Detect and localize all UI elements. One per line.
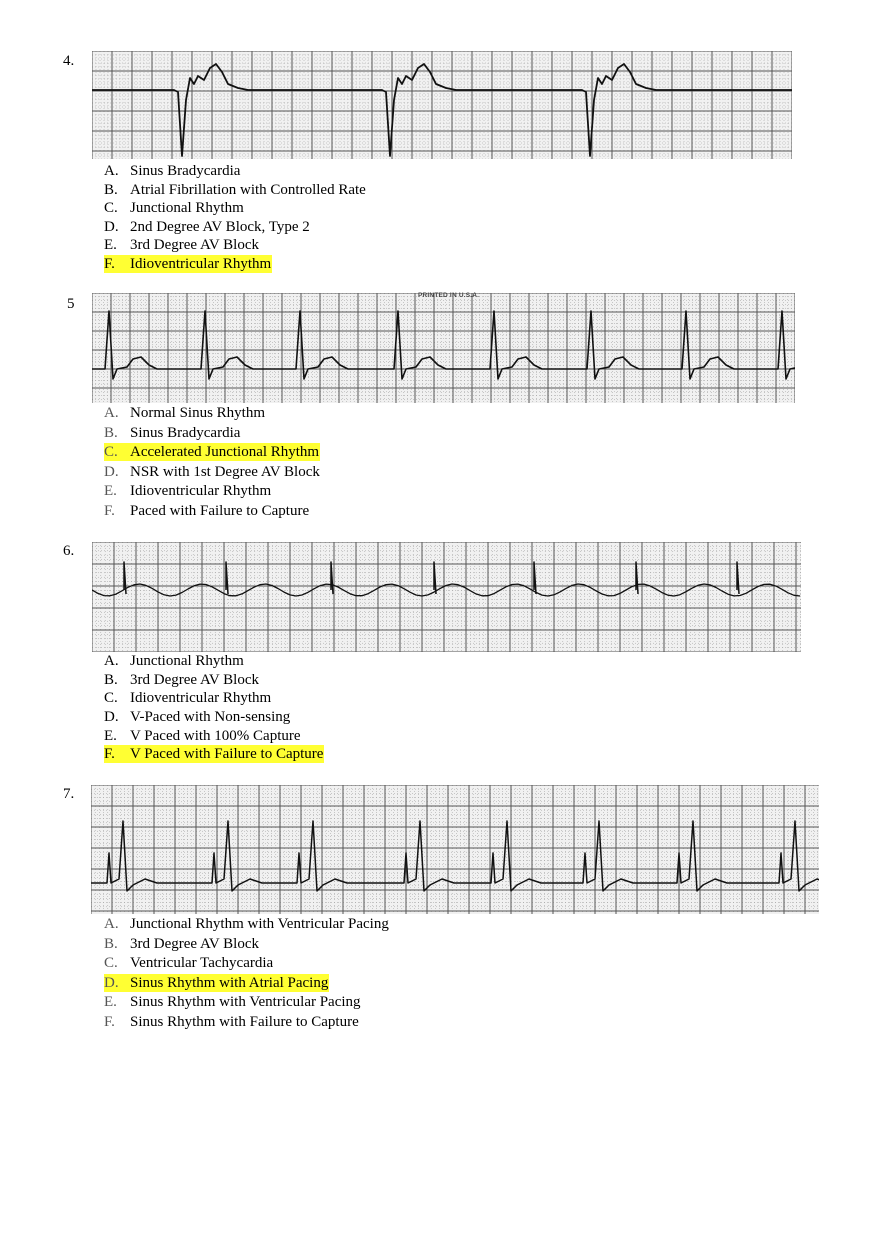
option-q7-c[interactable] [104, 954, 389, 974]
option-q6-c[interactable] [104, 689, 324, 708]
question-number-4: 4. [63, 53, 75, 69]
option-letter: A. [104, 405, 119, 421]
option-text: 3rd Degree AV Block [130, 671, 260, 688]
options-q4 [104, 162, 366, 273]
option-text: 2nd Degree AV Block, Type 2 [130, 218, 310, 235]
option-letter: F. [104, 502, 115, 519]
option-q5-a[interactable] [104, 404, 320, 424]
option-letter: D. [104, 709, 119, 726]
options-q6 [104, 652, 324, 764]
option-q4-e[interactable] [104, 236, 366, 255]
answer-highlight [104, 745, 324, 763]
option-q4-d[interactable] [104, 218, 366, 237]
option-letter: C. [104, 690, 118, 707]
option-letter: B. [104, 935, 118, 952]
option-q5-b[interactable] [104, 424, 320, 444]
option-q6-f[interactable] [104, 745, 324, 764]
option-text: Sinus Bradycardia [130, 163, 241, 179]
option-text: 3rd Degree AV Block [130, 935, 260, 952]
option-text: Sinus Rhythm with Atrial Pacing [130, 974, 329, 991]
option-letter: B. [104, 181, 118, 198]
option-letter: E. [104, 483, 117, 499]
option-letter: A. [104, 916, 119, 932]
question-number-5: 5 [67, 296, 75, 312]
option-text: Sinus Bradycardia [130, 424, 241, 441]
options-q7 [104, 915, 389, 1032]
question-number-6: 6. [63, 543, 75, 559]
answer-highlight [104, 443, 320, 461]
option-q4-a[interactable] [104, 162, 366, 181]
option-text: Ventricular Tachycardia [130, 955, 274, 971]
option-q6-b[interactable] [104, 671, 324, 690]
ecg-grid [91, 785, 819, 914]
option-letter: F. [104, 255, 115, 272]
answer-highlight [104, 255, 272, 273]
option-q5-f[interactable] [104, 502, 320, 522]
option-text: V-Paced with Non-sensing [130, 709, 291, 726]
option-letter: A. [104, 653, 119, 669]
ecg-trace [92, 64, 792, 156]
option-letter: A. [104, 163, 119, 179]
option-q7-b[interactable] [104, 935, 389, 955]
ecg-trace [91, 821, 819, 891]
option-q6-e[interactable] [104, 727, 324, 746]
option-letter: B. [104, 424, 118, 441]
option-letter: F. [104, 1013, 115, 1030]
option-letter: B. [104, 671, 118, 688]
option-q5-e[interactable] [104, 482, 320, 502]
option-q4-b[interactable] [104, 181, 366, 200]
option-text: Sinus Rhythm with Failure to Capture [130, 1013, 359, 1030]
option-q7-a[interactable] [104, 915, 389, 935]
option-text: 3rd Degree AV Block [130, 237, 260, 253]
option-text: Idioventricular Rhythm [130, 255, 272, 272]
option-q6-a[interactable] [104, 652, 324, 671]
option-q7-d[interactable] [104, 974, 389, 994]
option-q7-e[interactable] [104, 993, 389, 1013]
option-text: Accelerated Junctional Rhythm [130, 444, 320, 460]
ecg-trace [226, 562, 228, 594]
option-letter: E. [104, 237, 117, 253]
option-text: Paced with Failure to Capture [130, 502, 310, 519]
question-number-7: 7. [63, 786, 75, 802]
option-letter: C. [104, 444, 118, 460]
option-letter: E. [104, 994, 117, 1010]
option-q7-f[interactable] [104, 1013, 389, 1033]
option-text: Normal Sinus Rhythm [130, 405, 266, 421]
ecg-trace [534, 562, 536, 594]
option-letter: C. [104, 955, 118, 971]
option-text: Junctional Rhythm [130, 653, 244, 669]
option-letter: D. [104, 463, 119, 480]
option-text: V Paced with Failure to Capture [130, 746, 324, 763]
option-q5-c[interactable] [104, 443, 320, 463]
ecg-trace [434, 562, 436, 594]
option-letter: F. [104, 746, 115, 763]
option-letter: D. [104, 218, 119, 235]
option-text: Sinus Rhythm with Ventricular Pacing [130, 994, 361, 1010]
option-q6-d[interactable] [104, 708, 324, 727]
strip-print-label: PRINTED IN U.S.A. [418, 292, 480, 299]
ecg-grid [92, 51, 792, 159]
ecg-grid [92, 293, 795, 403]
option-text: Atrial Fibrillation with Controlled Rate [130, 181, 366, 198]
options-q5 [104, 404, 320, 521]
option-q4-c[interactable] [104, 199, 366, 218]
ecg-strip-q5 [92, 293, 795, 403]
ecg-grid [92, 542, 801, 652]
option-text: NSR with 1st Degree AV Block [130, 463, 320, 480]
option-text: Junctional Rhythm with Ventricular Pacing [130, 916, 389, 932]
ecg-trace [331, 562, 333, 594]
option-text: Junctional Rhythm [130, 200, 244, 216]
option-letter: E. [104, 727, 117, 744]
ecg-strip-q7 [91, 785, 819, 914]
option-q5-d[interactable] [104, 463, 320, 483]
ecg-strip-q6 [92, 542, 801, 652]
option-text: V Paced with 100% Capture [130, 727, 301, 744]
ecg-trace [124, 562, 126, 594]
option-letter: C. [104, 200, 118, 216]
option-text: Idioventricular Rhythm [130, 483, 272, 499]
answer-highlight [104, 974, 329, 992]
option-q4-f[interactable] [104, 255, 366, 274]
ecg-strip-q4 [92, 51, 792, 159]
option-letter: D. [104, 974, 119, 991]
option-text: Idioventricular Rhythm [130, 690, 272, 707]
